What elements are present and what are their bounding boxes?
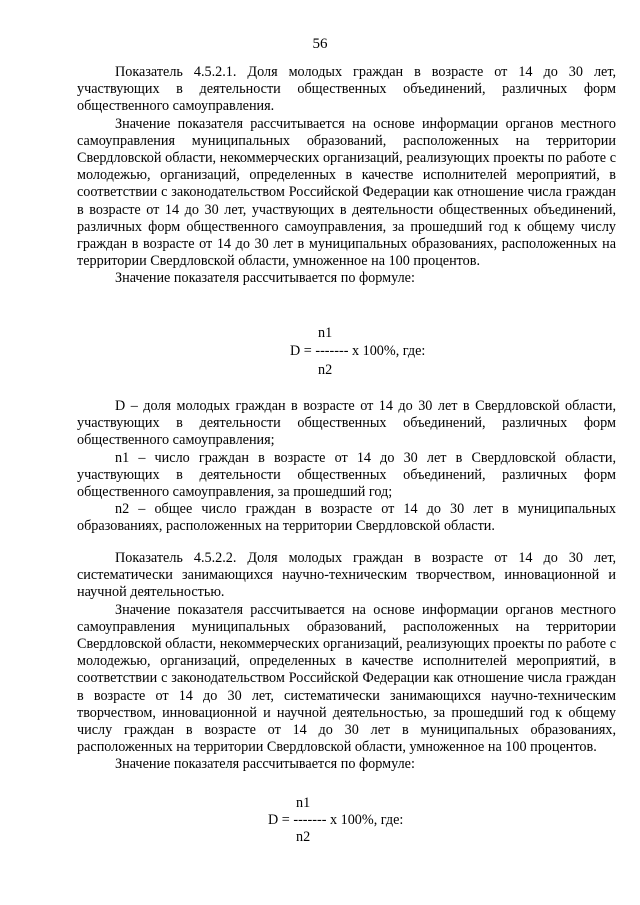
formula-2-denominator: n2	[296, 829, 311, 845]
indicator-4-5-2-2-block	[77, 550, 616, 774]
indicator-4-5-2-2-heading: Показатель 4.5.2.2. Доля молодых граждан в возрасте от 14 до 30 лет, систематически занимающихся научно-техническим творчеством, инновационной и научной деятельностью.	[77, 550, 616, 601]
formula-2-numerator: n1	[296, 795, 311, 811]
formula-2-expression: D = ------- x 100%, где:	[268, 812, 404, 828]
indicator-4-5-2-1-heading: Показатель 4.5.2.1. Доля молодых граждан в возрасте от 14 до 30 лет, участвующих в деятельности общественных объединений, различных форм общественного самоуправления.	[77, 64, 616, 115]
formula-1-expression: D = ------- x 100%, где:	[290, 343, 426, 359]
indicator-4-5-2-2-formula-intro: Значение показателя рассчитывается по формуле:	[115, 756, 415, 773]
indicator-4-5-2-1-description: Значение показателя рассчитывается на основе информации органов местного самоуправления муниципальных образований, расположенных на территории Свердловской области, некоммерческих организаций, реализующих проекты по работе с молодежью, организаций, определенных в качестве исполнителей мероприятий, в соответствии с законодательством Российской Федерации как отношение числа граждан в возрасте от 14 до 30 лет, участвующих в деятельности общественных объединений, различных форм общественного самоуправления, за прошедший год к общему числу граждан в возрасте от 14 до 30 лет в муниципальных образованиях, расположенных на территории Свердловской области, умноженное на 100 процентов.	[77, 115, 616, 270]
page-number: 56	[312, 36, 328, 52]
indicator-4-5-2-1-heading-block	[77, 64, 616, 288]
definition-n1: n1 – число граждан в возрасте от 14 до 30 лет в Свердловской области, участвующих в деятельности общественных объединений, различных форм общественного самоуправления, за прошедший год;	[77, 449, 616, 501]
indicator-4-5-2-1-definitions	[77, 398, 616, 536]
formula-1-denominator: n2	[318, 362, 333, 378]
definition-d: D – доля молодых граждан в возрасте от 14 до 30 лет в Свердловской области, участвующих в деятельности общественных объединений, различных форм общественного самоуправления;	[77, 398, 616, 449]
indicator-4-5-2-2-description: Значение показателя рассчитывается на основе информации органов местного самоуправления муниципальных образований, расположенных на территории Свердловской области, некоммерческих организаций, реализующих проекты по работе с молодежью, организаций, определенных в качестве исполнителей мероприятий, в соответствии с законодательством Российской Федерации как отношение числа граждан в возрасте от 14 до 30 лет, систематически занимающихся научно-техническим творчеством, инновационной и научной деятельностью, за прошедший год к общему числу граждан в возрасте от 14 до 30 лет в муниципальных образованиях, расположенных на территории Свердловской области, умноженное на 100 процентов.	[77, 601, 616, 756]
formula-1-numerator: n1	[318, 325, 333, 341]
definition-n2: n2 – общее число граждан в возрасте от 14 до 30 лет в муниципальных образованиях, расположенных на территории Свердловской области.	[77, 501, 616, 535]
indicator-4-5-2-1-formula-intro: Значение показателя рассчитывается по формуле:	[115, 270, 415, 287]
